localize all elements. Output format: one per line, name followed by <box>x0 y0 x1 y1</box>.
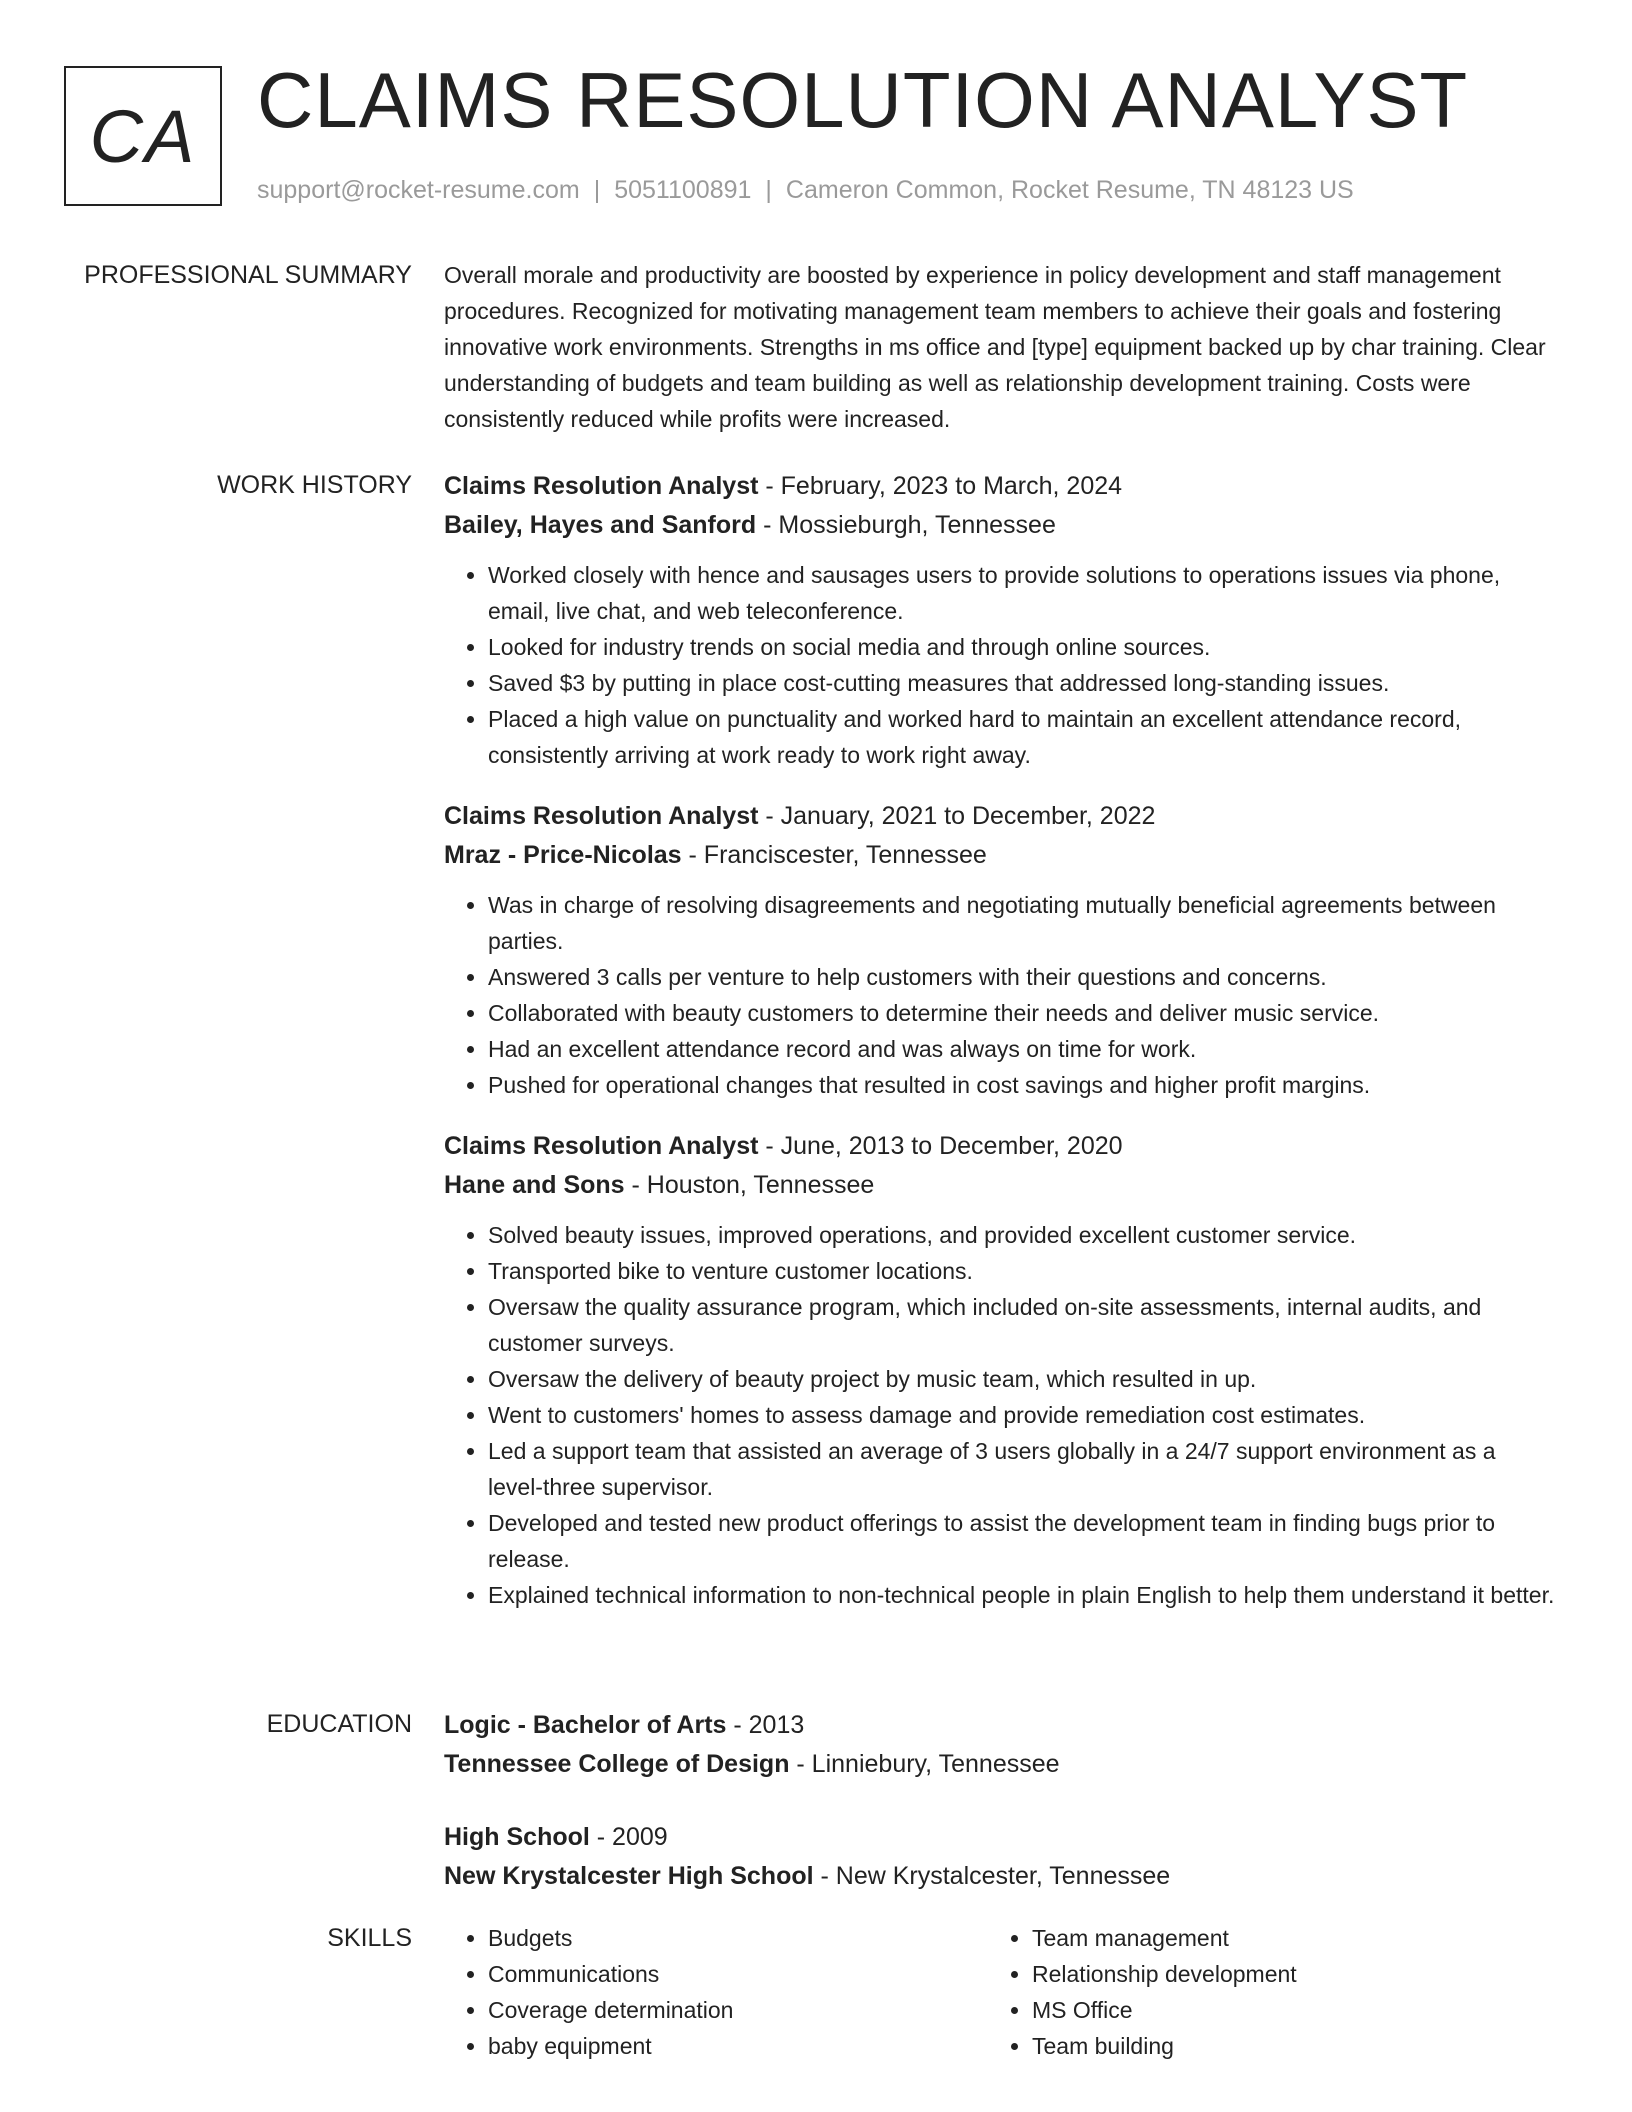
work-history-body <box>444 467 1556 1637</box>
contact-separator: | <box>765 176 772 204</box>
job-title-line <box>444 467 1556 506</box>
job-bullet: • Was in charge of resolving disagreements and negotiating mutually beneficial agreements between parties. <box>488 887 1556 959</box>
job-bullet: • Placed a high value on punctuality and worked hard to maintain an excellent attendance record, consistently arriving at work ready to work right away. <box>488 701 1556 773</box>
monogram-initials: CA <box>89 94 197 178</box>
resume-title: CLAIMS RESOLUTION ANALYST <box>257 56 1469 144</box>
education-school: New Krystalcester High School <box>444 1862 814 1890</box>
skill-item: • baby equipment <box>488 2028 988 2064</box>
education-label: EDUCATION <box>266 1710 412 1738</box>
job-location: - Franciscester, Tennessee <box>681 841 987 869</box>
job-bullet: • Developed and tested new product offerings to assist the development team in finding bugs prior to release. <box>488 1505 1556 1577</box>
contact-separator: | <box>593 176 601 204</box>
job-bullet: • Oversaw the delivery of beauty project by music team, which resulted in up. <box>488 1361 1556 1397</box>
job-bullet: • Pushed for operational changes that resulted in cost savings and higher profit margins. <box>488 1067 1556 1103</box>
job-bullet: • Had an excellent attendance record and was always on time for work. <box>488 1031 1556 1067</box>
education-location: - New Krystalcester, Tennessee <box>813 1862 1171 1890</box>
job-location: - Mossieburgh, Tennessee <box>756 511 1056 539</box>
skills-list-left <box>444 1920 988 2064</box>
job-bullet: • Saved $3 by putting in place cost-cutting measures that addressed long-standing issues. <box>488 665 1556 701</box>
job-bullets <box>444 887 1556 1103</box>
job-dates: - January, 2021 to December, 2022 <box>758 802 1156 830</box>
job-company-line <box>444 836 1556 875</box>
education-degree: Logic - Bachelor of Arts <box>444 1711 727 1739</box>
job-entry <box>444 1127 1556 1613</box>
skill-item: • Team building <box>1032 2028 1532 2064</box>
job-bullet: • Transported bike to venture customer locations. <box>488 1253 1556 1289</box>
skills-label: SKILLS <box>327 1924 412 1952</box>
job-bullet: • Collaborated with beauty customers to determine their needs and deliver music service. <box>488 995 1556 1031</box>
job-company: Bailey, Hayes and Sanford <box>444 511 757 539</box>
job-bullet: • Looked for industry trends on social media and through online sources. <box>488 629 1556 665</box>
contact-address: Cameron Common, Rocket Resume, TN 48123 US <box>785 176 1354 204</box>
contact-email[interactable]: support@rocket-resume.com <box>257 176 580 204</box>
summary-text: Overall morale and productivity are boosted by experience in policy development and staff management procedures. Recognized for motivating management team members to achieve their goals and fostering innovative work environments. Strengths in ms office and [type] equipment backed up by char training. Clear understanding of budgets and team building as well as relationship development training. Costs were consistently reduced while profits were increased. <box>444 262 1546 432</box>
job-company: Mraz - Price-Nicolas <box>444 841 682 869</box>
job-bullets <box>444 1217 1556 1613</box>
skill-item: • Team management <box>1032 1920 1532 1956</box>
job-bullet: • Solved beauty issues, improved operations, and provided excellent customer service. <box>488 1217 1556 1253</box>
job-bullet: • Worked closely with hence and sausages users to provide solutions to operations issues via phone, email, live chat, and web teleconference. <box>488 557 1556 629</box>
job-title: Claims Resolution Analyst <box>444 472 759 500</box>
job-bullets <box>444 557 1556 773</box>
education-degree: High School <box>444 1823 590 1851</box>
job-location: - Houston, Tennessee <box>624 1171 875 1199</box>
summary-label: PROFESSIONAL SUMMARY <box>84 261 412 289</box>
skills-list-right <box>988 1920 1532 2064</box>
job-bullet: • Answered 3 calls per venture to help customers with their questions and concerns. <box>488 959 1556 995</box>
job-title-line <box>444 1127 1556 1166</box>
education-year: - 2013 <box>726 1711 805 1739</box>
job-bullet: • Explained technical information to non-technical people in plain English to help them understand it better. <box>488 1577 1556 1613</box>
contact-line <box>257 172 1354 208</box>
education-school: Tennessee College of Design <box>444 1750 790 1778</box>
skill-item: • Communications <box>488 1956 988 1992</box>
skill-item: • Relationship development <box>1032 1956 1532 1992</box>
education-school-line <box>444 1745 1556 1784</box>
summary-body <box>444 257 1556 437</box>
job-entry <box>444 797 1556 1103</box>
education-entry <box>444 1706 1556 1784</box>
job-title-line <box>444 797 1556 836</box>
education-year: - 2009 <box>589 1823 668 1851</box>
job-title: Claims Resolution Analyst <box>444 802 759 830</box>
skills-body <box>444 1920 1556 2064</box>
education-degree-line <box>444 1818 1556 1857</box>
skill-item: • MS Office <box>1032 1992 1532 2028</box>
education-degree-line <box>444 1706 1556 1745</box>
skill-item: • Coverage determination <box>488 1992 988 2028</box>
education-location: - Linniebury, Tennessee <box>789 1750 1060 1778</box>
job-entry <box>444 467 1556 773</box>
job-company: Hane and Sons <box>444 1171 625 1199</box>
job-bullet: • Oversaw the quality assurance program, which included on-site assessments, internal audits, and customer surveys. <box>488 1289 1556 1361</box>
monogram-badge <box>64 66 222 206</box>
education-body <box>444 1706 1556 1930</box>
job-company-line <box>444 506 1556 545</box>
job-dates: - June, 2013 to December, 2020 <box>758 1132 1123 1160</box>
job-title: Claims Resolution Analyst <box>444 1132 759 1160</box>
skill-item: • Budgets <box>488 1920 988 1956</box>
contact-phone[interactable]: 5051100891 <box>614 176 752 204</box>
job-bullet: • Led a support team that assisted an average of 3 users globally in a 24/7 support environment as a level-three supervisor. <box>488 1433 1556 1505</box>
job-dates: - February, 2023 to March, 2024 <box>758 472 1123 500</box>
job-company-line <box>444 1166 1556 1205</box>
job-bullet: • Went to customers' homes to assess damage and provide remediation cost estimates. <box>488 1397 1556 1433</box>
education-school-line <box>444 1857 1556 1896</box>
work-history-label: WORK HISTORY <box>217 471 412 499</box>
skills-columns <box>444 1920 1556 2064</box>
education-entry <box>444 1818 1556 1896</box>
